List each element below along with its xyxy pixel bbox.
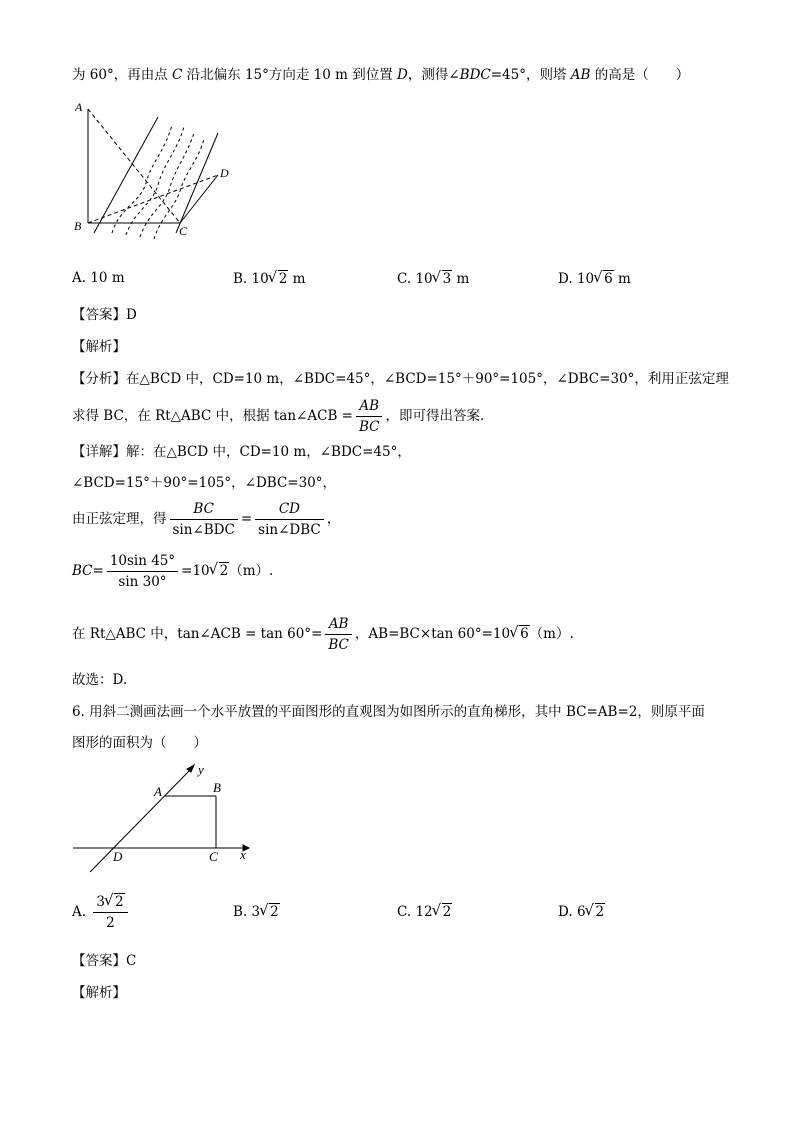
fraction-den: sin 30° [118, 574, 167, 590]
option-unit: m [292, 271, 306, 287]
xiangjie-text: ， [326, 511, 341, 527]
q5-choose: 故选：D. [72, 672, 128, 688]
fraction-bc-sin [170, 499, 238, 540]
option-coef: 6 [576, 904, 586, 920]
xiangjie-tag: 【详解】 [72, 444, 126, 460]
label-c: C [179, 224, 188, 238]
contour-line [112, 125, 172, 233]
q6-option-a[interactable] [72, 892, 131, 933]
radicand: 2 [219, 563, 229, 579]
option-fraction [93, 892, 127, 933]
fraction-den: sin∠DBC [258, 522, 321, 538]
option-letter: B. [233, 271, 248, 287]
fraction-den: sin∠BDC [172, 522, 235, 538]
q5-analysis-tag: 【解析】 [72, 339, 126, 355]
fraction-den: 2 [106, 915, 115, 931]
q5-stem-point-d: D [397, 67, 408, 83]
option-value: 10 m [90, 270, 125, 286]
option-letter: D. [558, 904, 573, 920]
q5-xiangjie-line5 [72, 614, 574, 655]
q6-option-d[interactable] [558, 903, 605, 920]
answer-value: C [126, 953, 137, 969]
fraction-den: BC [328, 637, 349, 653]
option-letter: A. [72, 270, 87, 286]
option-coef: 10 [576, 271, 595, 287]
xiangjie-text: ，AB=BC×tan 60°=10 [354, 626, 511, 642]
q5-figure [68, 95, 238, 245]
line-cd [180, 175, 218, 223]
sqrt-symbol [586, 903, 606, 920]
answer-tag: 【答案】 [72, 307, 126, 323]
xiangjie-text: 在 Rt△ABC 中，tan∠ACB = tan 60°= [72, 626, 323, 642]
option-coef: 3 [96, 894, 105, 910]
label-a: A [154, 784, 162, 799]
option-coef: 10 [251, 271, 269, 287]
fraction-sin [107, 551, 178, 592]
label-c: C [209, 849, 218, 864]
option-radicand: 2 [278, 271, 288, 287]
q5-stem-point-c: C [172, 67, 183, 83]
q6-option-b[interactable] [233, 903, 280, 920]
q5-stem [72, 65, 689, 85]
q5-stem-part: 的高是（ ） [590, 67, 690, 83]
sqrt-symbol [210, 551, 230, 591]
q5-option-c[interactable] [397, 270, 469, 287]
contour-line [126, 127, 184, 235]
sqrt-symbol [433, 270, 453, 287]
option-coef: 3 [251, 904, 261, 920]
xiangjie-text: 由正弦定理，得 [72, 511, 167, 527]
option-letter: A. [72, 904, 87, 920]
fraction-num: 10sin 45° [107, 551, 178, 572]
q5-option-d[interactable] [558, 270, 631, 287]
answer-tag: 【答案】 [72, 953, 126, 969]
fraction-den: BC [358, 419, 380, 435]
option-letter: B. [233, 904, 248, 920]
fraction-num [93, 892, 127, 913]
option-radicand: 2 [442, 904, 452, 920]
option-letter: C. [397, 904, 412, 920]
fraction-num: AB [356, 396, 383, 417]
q6-answer [72, 951, 136, 971]
q6-figure [68, 760, 258, 880]
q6-stem-line2: 图形的面积为（ ） [72, 735, 207, 751]
q6-option-c[interactable] [397, 903, 452, 920]
label-d: D [113, 849, 123, 864]
radicand: 6 [520, 626, 529, 642]
q5-stem-part: ，测得∠ [407, 67, 460, 83]
xiangjie-text: =10 [181, 563, 210, 579]
label-d: D [220, 166, 229, 180]
q5-stem-angle: BDC [459, 67, 491, 83]
option-coef: 10 [415, 271, 433, 287]
xiangjie-text: 解：在△BCD 中，CD=10 m，∠BDC=45°， [126, 444, 411, 460]
q5-option-a[interactable] [72, 270, 125, 286]
fraction-cd-sin [255, 499, 324, 540]
option-radicand: 6 [604, 271, 613, 287]
option-unit: m [618, 271, 631, 287]
q5-xiangjie-line4 [72, 551, 273, 592]
fraction-ab-bc [325, 614, 352, 655]
sqrt-symbol [105, 892, 125, 912]
option-radicand: 2 [270, 904, 279, 920]
q5-xiangjie-line3 [72, 499, 340, 540]
xiangjie-text: （m）. [529, 626, 574, 642]
q5-stem-part: 为 60°，再由点 [72, 67, 173, 83]
contour-line [140, 133, 194, 237]
sqrt-symbol [433, 903, 453, 920]
q5-fenxi-line1 [72, 369, 729, 389]
option-letter: C. [397, 271, 412, 287]
fraction-num: CD [255, 499, 324, 520]
fraction-ab-bc [356, 396, 383, 437]
option-radicand: 2 [595, 904, 605, 920]
q6-stem-line1: 6. 用斜二测画法画一个水平放置的平面图形的直观图为如图所示的直角梯形，其中 BC=AB=2，则原平面 [72, 704, 705, 720]
option-unit: m [456, 271, 470, 287]
riverbank-left [94, 117, 158, 233]
q5-answer [72, 305, 137, 325]
q5-fenxi-line2 [72, 396, 484, 437]
sqrt-symbol [510, 614, 530, 654]
label-y: y [198, 762, 204, 777]
label-a: A [75, 100, 83, 114]
q5-stem-part: 沿北偏东 15°方向走 10 m 到位置 [182, 67, 398, 83]
label-b: B [74, 219, 82, 233]
y-axis [90, 768, 192, 872]
y-axis-arrow [187, 765, 194, 772]
sqrt-symbol [260, 903, 280, 920]
sqrt-symbol [269, 270, 289, 287]
fenxi-text: 求得 BC，在 Rt△ABC 中，根据 tan∠ACB = [72, 408, 353, 424]
fenxi-text: 在△BCD 中，CD=10 m，∠BDC=45°，∠BCD=15°＋90°=105°，∠DBC=30°，利用正弦定理 [126, 371, 729, 387]
fenxi-tag: 【分析】 [72, 371, 126, 387]
option-letter: D. [558, 271, 573, 287]
option-coef: 12 [415, 904, 433, 920]
q5-stem-ab: AB [570, 67, 591, 83]
fraction-num: AB [325, 614, 352, 635]
option-radicand: 2 [114, 894, 124, 910]
q5-stem-part: =45°，则塔 [490, 67, 571, 83]
xiangjie-text: （m）. [229, 563, 274, 579]
fenxi-text: ，即可得出答案. [385, 408, 485, 424]
q6-analysis-tag: 【解析】 [72, 985, 126, 1001]
answer-value: D [126, 307, 137, 323]
option-radicand: 3 [442, 271, 452, 287]
sqrt-symbol [594, 270, 614, 287]
q5-xiangjie-line2: ∠BCD=15°＋90°=105°，∠DBC=30°， [72, 475, 337, 491]
label-b: B [213, 780, 221, 795]
equals: = [240, 511, 253, 527]
xiangjie-text: BC= [72, 563, 104, 579]
label-x: x [240, 847, 246, 862]
q5-option-b[interactable] [233, 270, 305, 287]
fraction-num: BC [170, 499, 238, 520]
q5-xiangjie-line1 [72, 442, 411, 462]
